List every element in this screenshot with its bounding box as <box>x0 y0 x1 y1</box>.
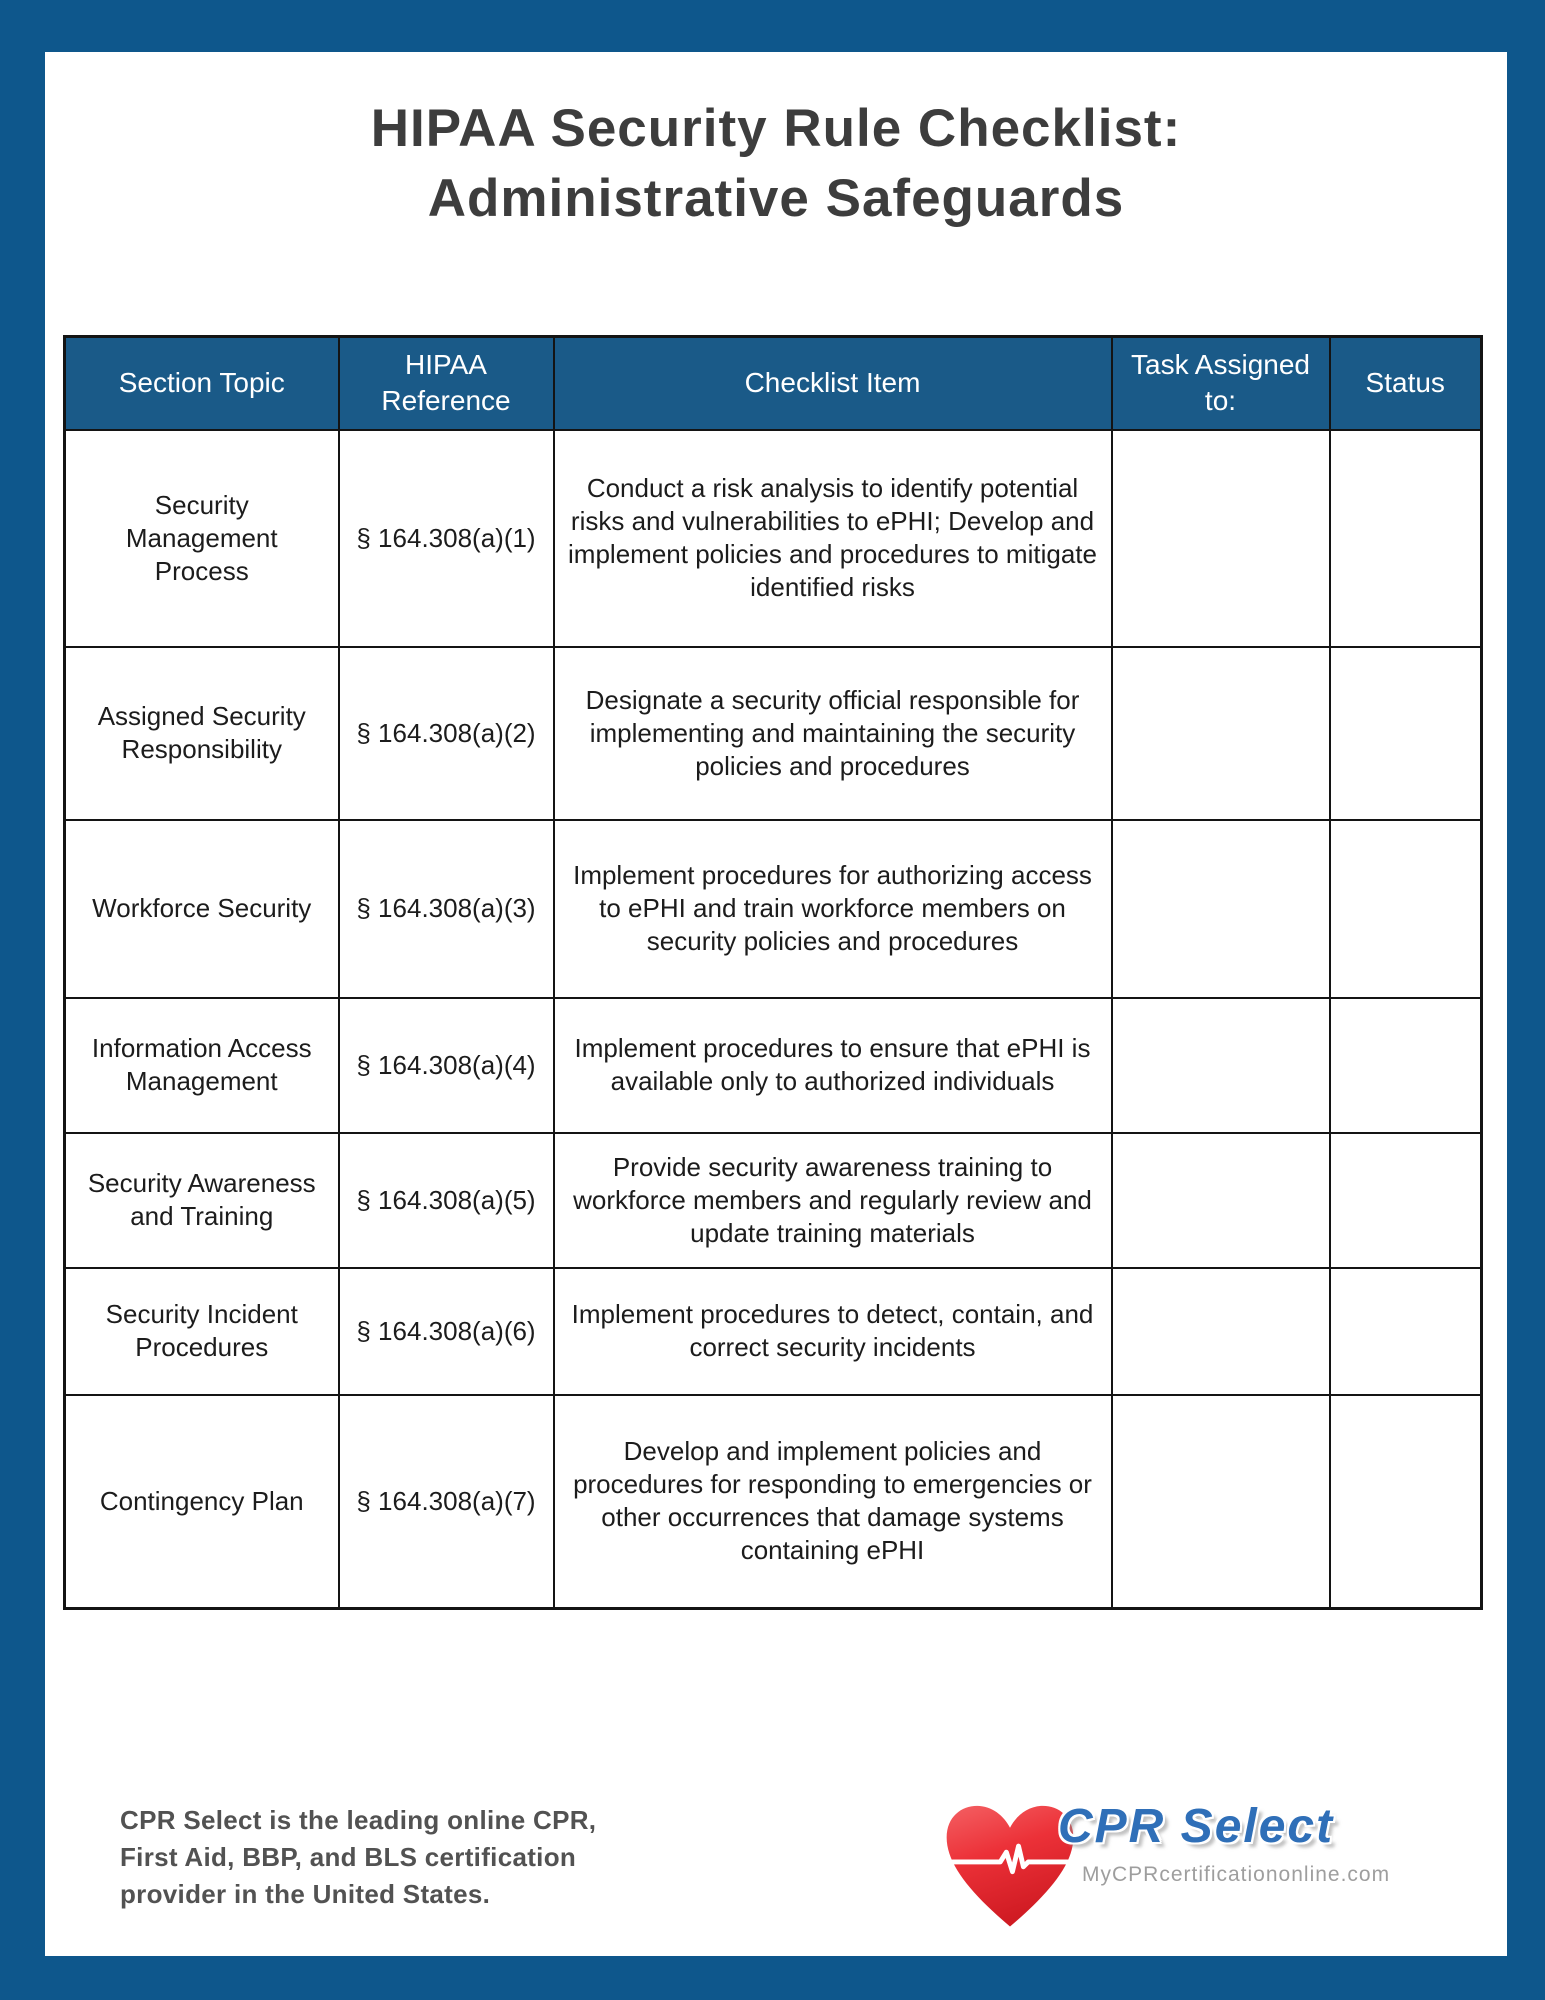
status-cell[interactable] <box>1330 1133 1482 1268</box>
checklist-item-cell: Implement procedures for authorizing access to ePHI and train workforce members on security policies and procedures <box>554 820 1112 998</box>
section-topic-cell: Information Access Management <box>65 998 339 1133</box>
table-row <box>65 820 1482 998</box>
section-topic-cell: Security Management Process <box>65 430 339 647</box>
column-header: Task Assigned to: <box>1112 337 1330 430</box>
task-assigned-cell[interactable] <box>1112 820 1330 998</box>
section-topic-cell: Workforce Security <box>65 820 339 998</box>
hipaa-reference-cell: § 164.308(a)(1) <box>339 430 554 647</box>
task-assigned-cell[interactable] <box>1112 647 1330 820</box>
status-cell[interactable] <box>1330 1268 1482 1395</box>
status-cell[interactable] <box>1330 430 1482 647</box>
table-row <box>65 1133 1482 1268</box>
hipaa-reference-cell: § 164.308(a)(3) <box>339 820 554 998</box>
task-assigned-cell[interactable] <box>1112 998 1330 1133</box>
checklist-item-cell: Designate a security official responsible for implementing and maintaining the security policies and procedures <box>554 647 1112 820</box>
checklist-item-cell: Develop and implement policies and procedures for responding to emergencies or other occurrences that damage systems containing ePHI <box>554 1395 1112 1609</box>
table-row <box>65 1395 1482 1609</box>
footer-blurb <box>120 1802 596 1913</box>
column-header: Section Topic <box>65 337 339 430</box>
logo-tagline: MyCPRcertificationonline.com <box>1082 1863 1391 1886</box>
logo-wordmark: CPR Select <box>1058 1800 1335 1853</box>
task-assigned-cell[interactable] <box>1112 430 1330 647</box>
section-topic-cell: Contingency Plan <box>65 1395 339 1609</box>
table-header-row <box>65 337 1482 430</box>
column-header: Status <box>1330 337 1482 430</box>
status-cell[interactable] <box>1330 1395 1482 1609</box>
section-topic-cell: Security Incident Procedures <box>65 1268 339 1395</box>
task-assigned-cell[interactable] <box>1112 1133 1330 1268</box>
task-assigned-cell[interactable] <box>1112 1395 1330 1609</box>
table-body <box>65 430 1482 1609</box>
footer-blurb-line2: First Aid, BBP, and BLS certification <box>120 1842 577 1872</box>
cpr-select-logo <box>910 1787 1410 1972</box>
page-title-line1: HIPAA Security Rule Checklist: <box>370 99 1182 158</box>
footer-blurb-line1: CPR Select is the leading online CPR, <box>120 1805 597 1835</box>
hipaa-reference-cell: § 164.308(a)(2) <box>339 647 554 820</box>
status-cell[interactable] <box>1330 998 1482 1133</box>
task-assigned-cell[interactable] <box>1112 1268 1330 1395</box>
hipaa-reference-cell: § 164.308(a)(5) <box>339 1133 554 1268</box>
table-row <box>65 1268 1482 1395</box>
hipaa-reference-cell: § 164.308(a)(6) <box>339 1268 554 1395</box>
checklist-item-cell: Provide security awareness training to workforce members and regularly review and update training materials <box>554 1133 1112 1268</box>
page-title <box>45 94 1507 234</box>
status-cell[interactable] <box>1330 820 1482 998</box>
hipaa-reference-cell: § 164.308(a)(7) <box>339 1395 554 1609</box>
checklist-item-cell: Conduct a risk analysis to identify potential risks and vulnerabilities to ePHI; Develop and implement policies and procedures to mitigate identified risks <box>554 430 1112 647</box>
checklist-item-cell: Implement procedures to ensure that ePHI is available only to authorized individuals <box>554 998 1112 1133</box>
hipaa-reference-cell: § 164.308(a)(4) <box>339 998 554 1133</box>
footer-blurb-line3: provider in the United States. <box>120 1879 491 1909</box>
column-header: HIPAA Reference <box>339 337 554 430</box>
status-cell[interactable] <box>1330 647 1482 820</box>
table-row <box>65 647 1482 820</box>
page-title-line2: Administrative Safeguards <box>427 169 1125 228</box>
section-topic-cell: Assigned Security Responsibility <box>65 647 339 820</box>
document-page <box>45 52 1507 1956</box>
checklist-table <box>63 335 1483 1610</box>
column-header: Checklist Item <box>554 337 1112 430</box>
section-topic-cell: Security Awareness and Training <box>65 1133 339 1268</box>
table-row <box>65 430 1482 647</box>
checklist-item-cell: Implement procedures to detect, contain, and correct security incidents <box>554 1268 1112 1395</box>
table-row <box>65 998 1482 1133</box>
